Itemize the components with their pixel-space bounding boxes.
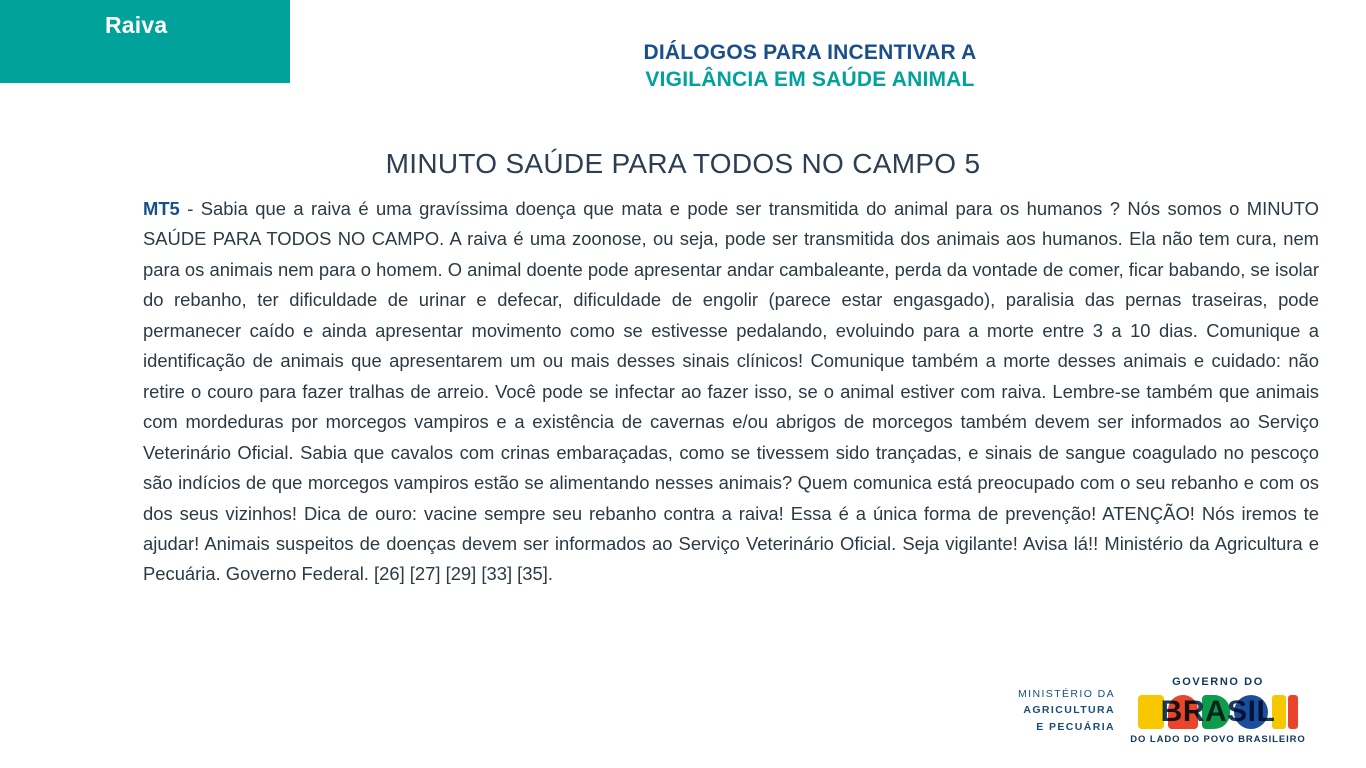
government-logo: [1128, 676, 1308, 754]
ministry-logo-line-1: MINISTÉRIO DA: [1018, 688, 1115, 700]
ministry-logo-line-3: E PECUÁRIA: [1036, 720, 1115, 733]
script-code-label: MT5: [143, 198, 180, 219]
header-title-line-2: VIGILÂNCIA EM SAÚDE ANIMAL: [645, 67, 975, 91]
document-body: [143, 194, 1319, 590]
page-title: MINUTO SAÚDE PARA TODOS NO CAMPO 5: [385, 148, 981, 179]
header-title-line-1: DIÁLOGOS PARA INCENTIVAR A: [643, 41, 977, 64]
disease-banner: [0, 0, 290, 83]
document-body-text: - Sabia que a raiva é uma gravíssima doença que mata e pode ser transmitida do animal para os humanos ? Nós somos o MINUTO SAÚDE PARA TODOS NO CAMPO. A raiva é uma zoonose, ou seja, pode ser transmitida dos animais aos humanos. Ela não tem cura, nem para os animais nem para o homem. O animal doente pode apresentar andar cambaleante, perda da vontade de comer, ficar babando, se isolar do rebanho, ter dificuldade de urinar e defecar, dificuldade de engolir (parece estar engasgado), paralisia das pernas traseiras, pode permanecer caído e ainda apresentar movimento como se estivesse pedalando, evoluindo para a morte entre 3 a 10 dias. Comunique a identificação de animais que apresentarem um ou mais desses sinais clínicos! Comunique também a morte desses animais e cuidado: não retire o couro para fazer tralhas de arreio. Você pode se infectar ao fazer isso, se o animal estiver com raiva. Lembre-se também que animais com mordeduras por morcegos vampiros e a existência de cavernas e/ou abrigos de morcegos também devem ser informados ao Serviço Veterinário Oficial. Sabia que cavalos com crinas embaraçadas, como se tivessem sido trançadas, e sinais de sangue coagulado no pescoço são indícios de que morcegos vampiros estão se alimentando nesses animais? Quem comunica está preocupado com o seu rebanho e com os dos seus vizinhos! Dica de ouro: vacine sempre seu rebanho contra a raiva! Essa é a única forma de prevenção! ATENÇÃO! Nós iremos te ajudar! Animais suspeitos de doenças devem ser informados ao Serviço Veterinário Oficial. Seja vigilante! Avisa lá!! Ministério da Agricultura e Pecuária. Governo Federal. [26] [27] [29] [33] [35].: [143, 198, 1319, 585]
government-logo-top-text: GOVERNO DO: [1172, 676, 1264, 688]
government-logo-bottom-text: DO LADO DO POVO BRASILEIRO: [1130, 734, 1306, 745]
disease-banner-label: Raiva: [105, 12, 168, 38]
footer-logos: [975, 676, 1315, 758]
ministry-logo: [975, 686, 1115, 735]
brasil-wordmark-graphic: [1136, 693, 1300, 731]
header-title: [430, 40, 1190, 94]
brasil-wordmark-text: BRASIL: [1160, 695, 1276, 728]
ministry-logo-line-2: AGRICULTURA: [1023, 704, 1115, 717]
